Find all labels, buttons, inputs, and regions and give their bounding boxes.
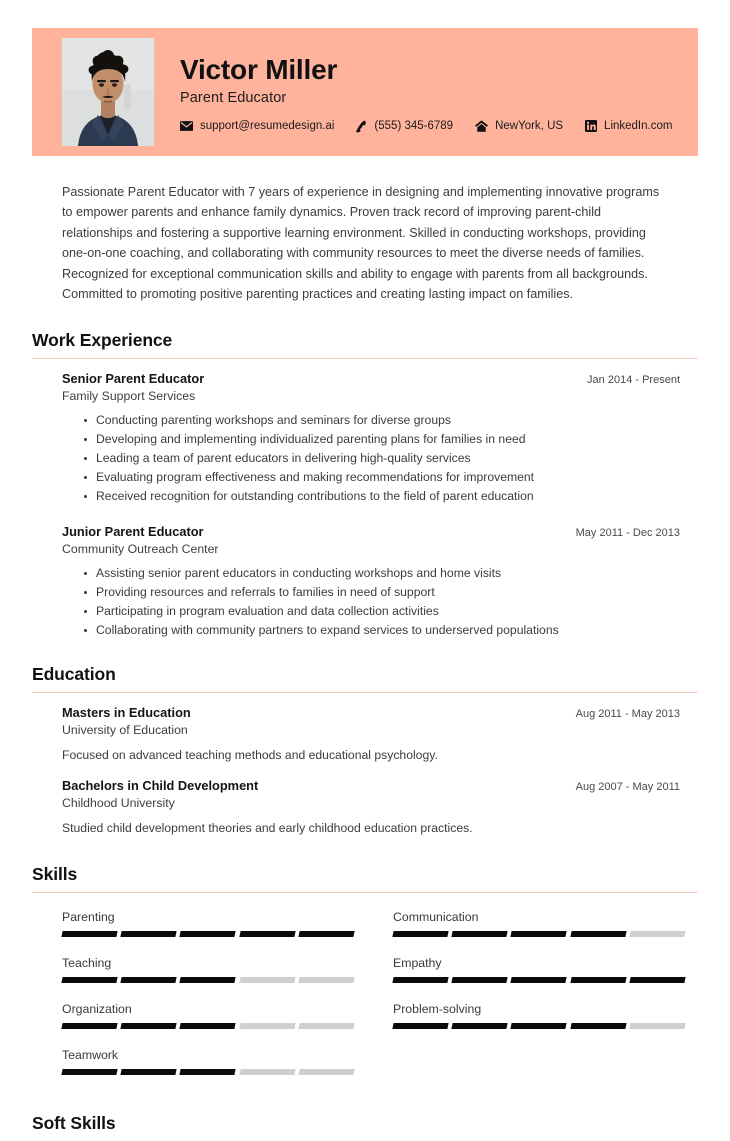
- education-date: Aug 2011 - May 2013: [575, 707, 680, 720]
- skill-rating-segment: [511, 931, 567, 937]
- skill-rating-segment: [392, 1023, 448, 1029]
- section-title-skills: Skills: [32, 864, 78, 885]
- email-icon: [180, 121, 193, 131]
- list-item: Received recognition for outstanding contributions to the field of parent education: [84, 487, 698, 506]
- contact-linkedin[interactable]: [585, 120, 672, 132]
- contact-email[interactable]: [180, 120, 334, 132]
- skill-rating-segment: [121, 931, 177, 937]
- resume-header: [32, 28, 698, 156]
- skill-rating-segment: [570, 977, 626, 983]
- skill-rating-segment: [629, 931, 685, 937]
- page-title: Victor Miller: [180, 53, 338, 85]
- skill-rating-segment: [298, 931, 354, 937]
- header-text-block: [180, 52, 698, 132]
- skill-rating-bar: [62, 1069, 354, 1075]
- education-description: Studied child development theories and early childhood education practices.: [62, 821, 473, 836]
- contact-phone[interactable]: [356, 120, 453, 132]
- education-institution: Childhood University: [62, 796, 175, 811]
- skill-rating-segment: [121, 977, 177, 983]
- skill-rating-segment: [239, 1069, 295, 1075]
- contact-location-label: NewYork, US: [495, 120, 564, 133]
- work-date: Jan 2014 - Present: [587, 374, 680, 387]
- work-organization: Community Outreach Center: [62, 541, 219, 556]
- work-entry-head: [62, 371, 698, 386]
- skill-rating-segment: [629, 977, 685, 983]
- contact-linkedin-label: LinkedIn.com: [604, 120, 673, 133]
- skill-item: [393, 951, 698, 997]
- skill-rating-segment: [452, 931, 508, 937]
- list-item: Providing resources and referrals to families in need of support: [84, 583, 698, 602]
- skill-name: Parenting: [62, 910, 115, 925]
- skill-rating-segment: [61, 931, 117, 937]
- skill-rating-segment: [570, 1023, 626, 1029]
- list-item: Participating in program evaluation and data collection activities: [84, 602, 698, 621]
- skill-rating-segment: [392, 977, 448, 983]
- skill-rating-segment: [298, 1069, 354, 1075]
- skill-name: Problem-solving: [393, 1002, 482, 1017]
- skill-rating-segment: [61, 1023, 117, 1029]
- skill-rating-segment: [61, 1069, 117, 1075]
- section-divider: [32, 892, 698, 893]
- list-item: Conducting parenting workshops and seminars for diverse groups: [84, 411, 698, 430]
- skill-rating-bar: [393, 1023, 685, 1029]
- skill-item: [393, 997, 698, 1043]
- skill-rating-segment: [61, 977, 117, 983]
- education-institution: University of Education: [62, 722, 188, 737]
- work-entry: [32, 371, 698, 506]
- work-bullets: [62, 564, 698, 640]
- skill-slot-empty: [393, 1043, 698, 1089]
- list-item: Collaborating with community partners to expand services to underserved populations: [84, 621, 698, 640]
- skill-rating-segment: [180, 931, 236, 937]
- home-icon: [475, 120, 488, 132]
- skill-rating-segment: [452, 1023, 508, 1029]
- skill-rating-segment: [180, 1023, 236, 1029]
- list-item: Developing and implementing individualized parenting plans for families in need: [84, 430, 698, 449]
- skill-rating-segment: [180, 977, 236, 983]
- skill-name: Teaching: [62, 956, 112, 971]
- education-entry: [32, 778, 698, 838]
- skill-rating-segment: [511, 1023, 567, 1029]
- skill-item: [62, 905, 367, 951]
- work-date: May 2011 - Dec 2013: [575, 526, 680, 539]
- education-entry: [32, 705, 698, 765]
- work-role: Junior Parent Educator: [62, 523, 204, 539]
- resume-page: [0, 28, 730, 1134]
- skill-rating-segment: [452, 977, 508, 983]
- skill-rating-segment: [239, 977, 295, 983]
- work-role: Senior Parent Educator: [62, 371, 205, 387]
- skill-item: [62, 1043, 367, 1089]
- list-item: Assisting senior parent educators in conducting workshops and home visits: [84, 564, 698, 583]
- contact-phone-label: (555) 345-6789: [374, 120, 454, 133]
- section-title-soft-skills: Soft Skills: [32, 1113, 116, 1134]
- skill-rating-segment: [239, 931, 295, 937]
- skill-item: [62, 951, 367, 997]
- list-item: Evaluating program effectiveness and making recommendations for improvement: [84, 468, 698, 487]
- section-divider: [32, 692, 698, 693]
- education-description: Focused on advanced teaching methods and educational psychology.: [62, 747, 438, 762]
- profile-photo-icon: [62, 38, 154, 146]
- skill-name: Organization: [62, 1002, 132, 1017]
- linkedin-icon: [585, 120, 597, 132]
- skill-rating-segment: [121, 1069, 177, 1075]
- work-bullets: [62, 411, 698, 506]
- contact-location[interactable]: [475, 120, 563, 132]
- skill-rating-segment: [511, 977, 567, 983]
- section-skills: [32, 864, 698, 1089]
- education-entry-head: [62, 705, 698, 720]
- contact-row: [180, 120, 698, 132]
- skill-name: Teamwork: [62, 1048, 119, 1063]
- skill-rating-segment: [180, 1069, 236, 1075]
- education-date: Aug 2007 - May 2011: [575, 781, 680, 794]
- skill-item: [393, 905, 698, 951]
- job-title: Parent Educator: [180, 90, 287, 107]
- skill-rating-segment: [121, 1023, 177, 1029]
- work-organization: Family Support Services: [62, 389, 196, 404]
- section-title-education: Education: [32, 663, 116, 684]
- skills-grid: [32, 905, 698, 1089]
- skill-rating-segment: [298, 1023, 354, 1029]
- skill-rating-bar: [393, 931, 685, 937]
- section-work-experience: [32, 330, 698, 639]
- skill-rating-bar: [62, 977, 354, 983]
- skill-rating-segment: [239, 1023, 295, 1029]
- skill-name: Communication: [393, 910, 479, 925]
- skill-rating-segment: [570, 931, 626, 937]
- professional-summary: Passionate Parent Educator with 7 years of experience in designing and implementing innovative programs to empower parents and enhance family dynamics. Proven track record of improving parent-child relationships and fostering a supportive learning environment. Skilled in conducting workshops, providing one-on-one coaching, and collaborating with community resources to meet the diverse needs of families. Recognized for exceptional communication skills and ability to engage with parents from all backgrounds. Committed to promoting positive parenting practices and creating lasting impact on families.: [62, 185, 660, 301]
- skill-rating-bar: [62, 931, 354, 937]
- skill-name: Empathy: [393, 956, 442, 971]
- education-degree: Bachelors in Child Development: [62, 778, 259, 794]
- section-divider: [32, 358, 698, 359]
- work-entry: [32, 524, 698, 640]
- phone-icon: [356, 120, 367, 132]
- skill-rating-segment: [392, 931, 448, 937]
- contact-email-label: support@resumedesign.ai: [200, 120, 335, 133]
- section-soft-skills: [32, 1113, 698, 1141]
- skill-rating-bar: [62, 1023, 354, 1029]
- section-education: [32, 664, 698, 839]
- section-title-work: Work Experience: [32, 330, 173, 351]
- education-entry-head: [62, 778, 698, 793]
- skill-rating-segment: [298, 977, 354, 983]
- work-entry-head: [62, 524, 698, 539]
- education-degree: Masters in Education: [62, 704, 191, 720]
- avatar: [62, 38, 154, 146]
- skill-rating-bar: [393, 977, 685, 983]
- skill-rating-segment: [629, 1023, 685, 1029]
- skill-item: [62, 997, 367, 1043]
- list-item: Leading a team of parent educators in delivering high-quality services: [84, 449, 698, 468]
